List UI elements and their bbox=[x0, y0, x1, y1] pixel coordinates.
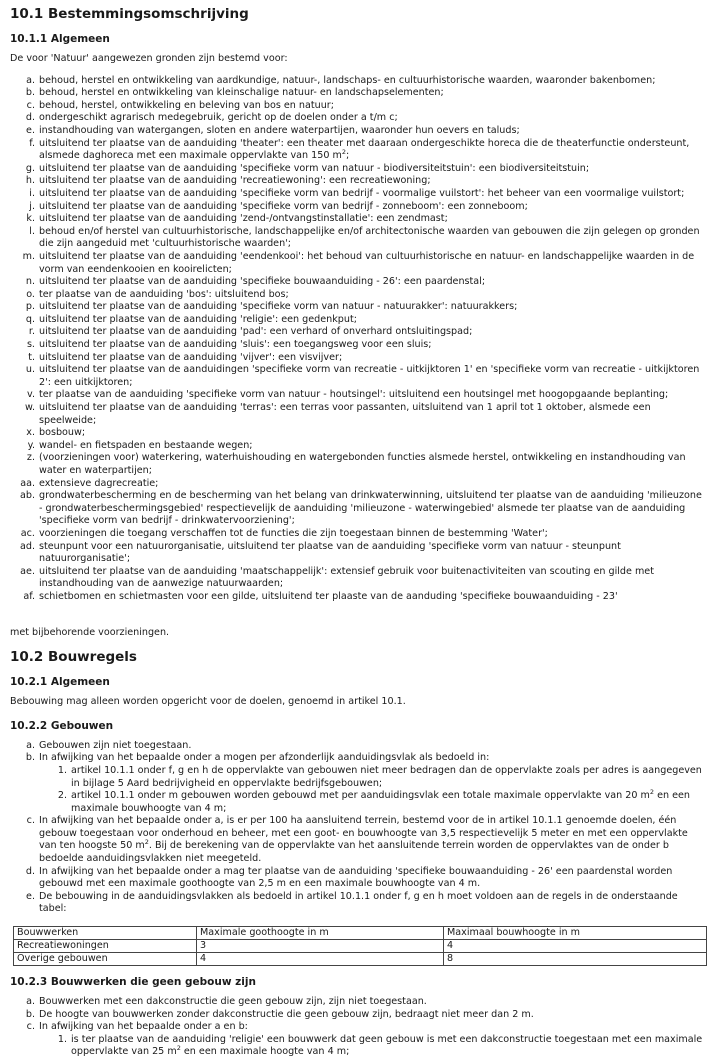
list-item-text: uitsluitend ter plaatse van de aanduiding 'maatschappelijk': extensief gebruik voor buitenactiviteiten van scouting en gilde met instandhouding van de aanwezige natuurwaarden; bbox=[39, 565, 654, 590]
list-item-suffix: ; bbox=[346, 150, 350, 162]
list-item-text: voorzieningen die toegang verschaffen tot de functies die zijn toegestaan binnen de bestemming 'Water'; bbox=[39, 527, 548, 539]
list-item: d. In afwijking van het bepaalde onder a mag ter plaatse van de aanduiding 'specifieke bouwaanduiding - 26' een paardenstal worden gebouwd met een maximale goothoogte van 2,5 m en een maximale bouwhoogte van 4 m. bbox=[25, 865, 673, 890]
list-item bbox=[10, 301, 706, 314]
list-item-text: uitsluitend ter plaatse van de aanduiding 'theater': een theater met daaraan ondergeschikte horeca die de theaterfunctie ondersteunt, alsmede daghoreca met een maximale oppervlakte van 150 m bbox=[39, 137, 690, 162]
list-item bbox=[10, 339, 706, 352]
list-item bbox=[10, 188, 706, 201]
list-item: e. De bebouwing in de aanduidingsvlakken als bedoeld in artikel 10.1.1 onder f, g en h moet voldoen aan de regels in de onderstaande tabel: bbox=[26, 890, 678, 915]
purpose-list bbox=[10, 75, 706, 604]
list-item bbox=[10, 289, 706, 302]
list-item bbox=[10, 125, 706, 138]
list-item bbox=[10, 364, 706, 389]
list-marker: e. bbox=[26, 124, 35, 136]
list-marker: c. bbox=[26, 99, 35, 111]
list-item bbox=[10, 427, 706, 440]
list-marker: z. bbox=[26, 452, 35, 464]
table-cell: Overige gebouwen bbox=[14, 953, 197, 966]
list-item bbox=[10, 251, 706, 276]
list-item-text: behoud en/of herstel van cultuurhistorische, landschappelijke en/of architectonische waarden van gebouwen die zijn gelegen op gronden die zijn aangeduid met 'cultuurhistorische waarden'; bbox=[39, 225, 700, 250]
list-item bbox=[10, 478, 706, 491]
list-item-text: uitsluitend ter plaatse van de aanduiding 'specifieke vorm van natuur - biodiversiteitstuin': een biodiversiteitstuin; bbox=[39, 162, 590, 174]
list-item bbox=[10, 402, 706, 427]
list-marker: r. bbox=[28, 326, 35, 338]
list-item-text: bosbouw; bbox=[39, 427, 86, 439]
table-cell: 4 bbox=[197, 953, 444, 966]
list-marker: ab. bbox=[19, 490, 35, 502]
list-marker: d. bbox=[25, 112, 35, 124]
list-marker: j. bbox=[29, 200, 35, 212]
list-item: b. In afwijking van het bepaalde onder a mogen per afzonderlijk aanduidingsvlak als bedoeld in: 1. artikel 10.1.1 onder f, g en h de oppervlakte van gebouwen niet meer bedragen dan de oppervlakte zoals per adres is aangegeven in bijlage 5 Aard bedrijvigheid en oppervlakte bedrijfsgebouwen; 2. artikel 10.1.1 onder m gebouwen worden gebouwd met per aanduidingsvlak een totale maximale oppervlakte van 20 $m^2$ en een maximale bouwhoogte van 4 m; bbox=[10, 752, 706, 815]
list-item bbox=[10, 541, 706, 566]
table-header-cell: Maximaal bouwhoogte in m bbox=[444, 927, 707, 940]
list-item-text: grondwaterbescherming en de bescherming van het belang van drinkwaterwinning, uitsluitend ter plaatse van de aanduiding 'milieuzone - grondwaterbeschermingsgebied' respectievelijk de aanduiding 'milieuzone - waterwingebied' alsmede ter plaatse van de aanduiding 'specifieke vorm van bedrijf - drinkwatervoorziening'; bbox=[39, 490, 702, 527]
list-item-text: uitsluitend ter plaatse van de aanduiding 'specifieke vorm van bedrijf - voormalige vuilstort': het beheer van een voormalige vuilstort; bbox=[39, 187, 685, 199]
list-item-text: uitsluitend ter plaatse van de aanduiding 'specifieke vorm van natuur - natuurakker': natuurakkers; bbox=[39, 301, 518, 313]
list-item bbox=[10, 389, 706, 402]
table-cell: Recreatiewoningen bbox=[14, 940, 197, 953]
list-marker: f. bbox=[29, 137, 35, 149]
table-row bbox=[14, 953, 707, 966]
list-item bbox=[10, 490, 706, 528]
list-item-text: uitsluitend ter plaatse van de aanduiding 'sluis': een toegangsweg voor een sluis; bbox=[39, 339, 432, 351]
list-item bbox=[10, 566, 706, 591]
list-item-text: uitsluitend ter plaatse van de aanduidingen 'specifieke vorm van recreatie - uitkijktoren 1' en 'specifieke vorm van recreatie - uitkijktoren 2': een uitkijktoren; bbox=[39, 364, 700, 388]
list-item-text: uitsluitend ter plaatse van de aanduiding 'vijver': een visvijver; bbox=[39, 351, 343, 363]
list-item-text: ter plaatse van de aanduiding 'bos': uitsluitend bos; bbox=[39, 288, 289, 300]
list-item bbox=[10, 175, 706, 188]
list-item bbox=[10, 201, 706, 214]
list-item bbox=[10, 528, 706, 541]
list-item bbox=[10, 100, 706, 113]
list-marker: i. bbox=[29, 187, 35, 199]
table-row bbox=[14, 940, 707, 953]
list-item: c. In afwijking van het bepaalde onder a en b: 1. is ter plaatse van de aanduiding 'religie' een bouwwerk dat geen gebouw is met een dakconstructie toegestaan met een maximale oppervlakte van 25 $m^2$ en een maximale hoogte van 4 m; bbox=[10, 1021, 706, 1059]
list-item bbox=[10, 440, 706, 453]
list-item-text: uitsluitend ter plaatse van de aanduiding 'zend-/ontvangstinstallatie': een zendmast; bbox=[39, 213, 448, 225]
table-header-row bbox=[14, 927, 707, 940]
list-item-text: ter plaatse van de aanduiding 'specifieke vorm van natuur - houtsingel': uitsluitend een houtsingel met hoogopgaande beplanting; bbox=[39, 389, 669, 401]
buildings-list bbox=[10, 740, 706, 916]
list-item bbox=[10, 163, 706, 176]
subsection-title-10-1-1: 10.1.1 Algemeen bbox=[10, 33, 110, 45]
general-paragraph: Bebouwing mag alleen worden opgericht voor de doelen, genoemd in artikel 10.1. bbox=[10, 696, 406, 708]
list-item bbox=[10, 452, 706, 477]
list-item-text: behoud, herstel en ontwikkeling van kleinschalige natuur- en landschapselementen; bbox=[39, 87, 444, 99]
list-marker: w. bbox=[24, 402, 35, 414]
list-item bbox=[10, 87, 706, 100]
list-item-text: schietbomen en schietmasten voor een gilde, uitsluitend ter plaaste van de aanduding 'specifieke bouwaanduiding - 23' bbox=[39, 590, 618, 602]
list-marker: h. bbox=[25, 175, 35, 187]
sub-list bbox=[39, 765, 706, 815]
sub-list bbox=[39, 1034, 706, 1059]
list-marker: p. bbox=[25, 301, 35, 313]
list-item-text: uitsluitend ter plaatse van de aanduiding 'specifieke bouwaanduiding - 26': een paardenstal; bbox=[39, 276, 486, 288]
list-item-text: extensieve dagrecreatie; bbox=[39, 477, 159, 489]
list-item-text: uitsluitend ter plaatse van de aanduiding 'terras': een terras voor passanten, uitsluitend van 1 april tot 1 oktober, alsmede een speelweide; bbox=[39, 402, 651, 426]
list-marker: n. bbox=[25, 276, 35, 288]
sub-list-item: 2. artikel 10.1.1 onder m gebouwen worden gebouwd met per aanduidingsvlak een totale maximale oppervlakte van 20 $m^2$ en een maximale bouwhoogte van 4 m; bbox=[57, 788, 691, 814]
list-marker: x. bbox=[26, 427, 35, 439]
list-marker: m. bbox=[22, 250, 35, 262]
list-item bbox=[10, 352, 706, 365]
list-item-text: instandhouding van watergangen, sloten en andere waterpartijen, waaronder hun oevers en taluds; bbox=[39, 124, 520, 136]
list-item bbox=[10, 226, 706, 251]
list-item-text: uitsluitend ter plaatse van de aanduiding 'pad': een verhard of onverhard ontsluitingspad; bbox=[39, 326, 473, 338]
table-header-cell: Maximale goothoogte in m bbox=[197, 927, 444, 940]
list-item bbox=[10, 112, 706, 125]
list-item-text: behoud, herstel en ontwikkeling van aardkundige, natuur-, landschaps- en cultuurhistorische waarden, waaronder bakenbomen; bbox=[39, 74, 656, 86]
list-marker: u. bbox=[25, 364, 35, 376]
structures-list bbox=[10, 996, 706, 1059]
list-marker: o. bbox=[26, 288, 35, 300]
list-item-text: uitsluitend ter plaatse van de aanduiding 'specifieke vorm van bedrijf - zonneboom': een zonneboom; bbox=[39, 200, 528, 212]
list-item: c. In afwijking van het bepaalde onder a, is er per 100 ha aansluitend terrein, bestemd voor de in artikel 10.1.1 genoemde doelen, één gebouw toegestaan voor onderhoud en beheer, met een goot- en bouwhoogte van 3,5 respectievelijk 5 meter en met een oppervlakte van ten hoogste 50 $m^2$. Bij de berekening van de oppervlakte van het aansluitende terrein worden de oppervlaktes van de onder b bedoelde aanduidingsvlakken niet meegeteld. bbox=[26, 815, 688, 865]
closing-paragraph: met bijbehorende voorzieningen. bbox=[10, 626, 170, 638]
list-item-text: steunpunt voor een natuurorganisatie, uitsluitend ter plaatse van de aanduiding 'specifieke vorm van natuur - steunpunt natuurorganisatie'; bbox=[39, 540, 621, 565]
list-marker: v. bbox=[27, 389, 35, 401]
list-item-text: (voorzieningen voor) waterkering, waterhuishouding en watergebonden functies alsmede herstel, ontwikkeling en instandhouding van water en waterpartijen; bbox=[39, 452, 686, 476]
list-marker: ae. bbox=[20, 565, 35, 577]
subsection-title-10-2-3: 10.2.3 Bouwwerken die geen gebouw zijn bbox=[10, 976, 256, 989]
list-marker: q. bbox=[25, 313, 35, 325]
list-item-text: uitsluitend ter plaatse van de aanduiding 'eendenkooi': het behoud van cultuurhistorische en natuur- en landschappelijke waarden in de vorm van eendenkooien en kooirelicten; bbox=[39, 250, 695, 275]
list-marker: g. bbox=[25, 162, 35, 174]
subsection-title-10-2-2: 10.2.2 Gebouwen bbox=[10, 719, 114, 732]
list-marker: s. bbox=[26, 339, 35, 351]
section-title-10-1: 10.1 Bestemmingsomschrijving bbox=[10, 6, 249, 22]
list-item-text: behoud, herstel, ontwikkeling en beleving van bos en natuur; bbox=[39, 99, 334, 111]
sub-list-item: 1. artikel 10.1.1 onder f, g en h de oppervlakte van gebouwen niet meer bedragen dan de oppervlakte zoals per adres is aangegeven in bijlage 5 Aard bedrijvigheid en oppervlakte bedrijfsgebouwen; bbox=[57, 764, 702, 789]
table-cell: 3 bbox=[197, 940, 444, 953]
list-item-text: uitsluitend ter plaatse van de aanduiding 'religie': een gedenkput; bbox=[39, 313, 357, 325]
list-marker: af. bbox=[23, 590, 35, 602]
sub-list-item: 1. is ter plaatse van de aanduiding 'religie' een bouwwerk dat geen gebouw is met een dakconstructie toegestaan met een maximale oppervlakte van 25 $m^2$ en een maximale hoogte van 4 m; bbox=[57, 1033, 703, 1058]
list-marker: y. bbox=[27, 439, 35, 451]
list-item bbox=[10, 75, 706, 88]
list-item-text: wandel- en fietspaden en bestaande wegen; bbox=[39, 439, 253, 451]
list-item: b. De hoogte van bouwwerken zonder dakconstructie die geen gebouw zijn, bedraagt niet meer dan 2 m. bbox=[25, 1008, 534, 1020]
list-item bbox=[10, 276, 706, 289]
list-item: a. Gebouwen zijn niet toegestaan. bbox=[26, 739, 192, 751]
list-item bbox=[10, 314, 706, 327]
section-title-10-2: 10.2 Bouwregels bbox=[10, 649, 137, 666]
list-marker: a. bbox=[26, 74, 35, 86]
list-marker: ac. bbox=[20, 527, 35, 539]
list-marker: k. bbox=[26, 213, 35, 225]
height-table bbox=[13, 926, 707, 966]
list-marker: t. bbox=[28, 351, 35, 363]
list-marker: l. bbox=[29, 225, 35, 237]
list-item bbox=[10, 591, 706, 604]
superscript: 2 bbox=[341, 148, 347, 157]
subsection-title-10-2-1: 10.2.1 Algemeen bbox=[10, 676, 110, 689]
table-cell: 4 bbox=[444, 940, 707, 953]
list-item bbox=[10, 213, 706, 226]
list-item-text: uitsluitend ter plaatse van de aanduiding 'recreatiewoning': een recreatiewoning; bbox=[39, 175, 431, 187]
list-item bbox=[10, 138, 706, 163]
list-item: a. Bouwwerken met een dakconstructie die geen gebouw zijn, zijn niet toegestaan. bbox=[26, 996, 427, 1008]
table-cell: 8 bbox=[444, 953, 707, 966]
table-header-cell: Bouwwerken bbox=[14, 927, 197, 940]
list-item-text: ondergeschikt agrarisch medegebruik, gericht op de doelen onder a t/m c; bbox=[39, 112, 398, 124]
list-item bbox=[10, 326, 706, 339]
list-marker: ad. bbox=[19, 540, 35, 552]
list-marker: aa. bbox=[20, 477, 35, 489]
list-marker: b. bbox=[25, 87, 35, 99]
intro-paragraph: De voor 'Natuur' aangewezen gronden zijn bestemd voor: bbox=[10, 53, 288, 64]
